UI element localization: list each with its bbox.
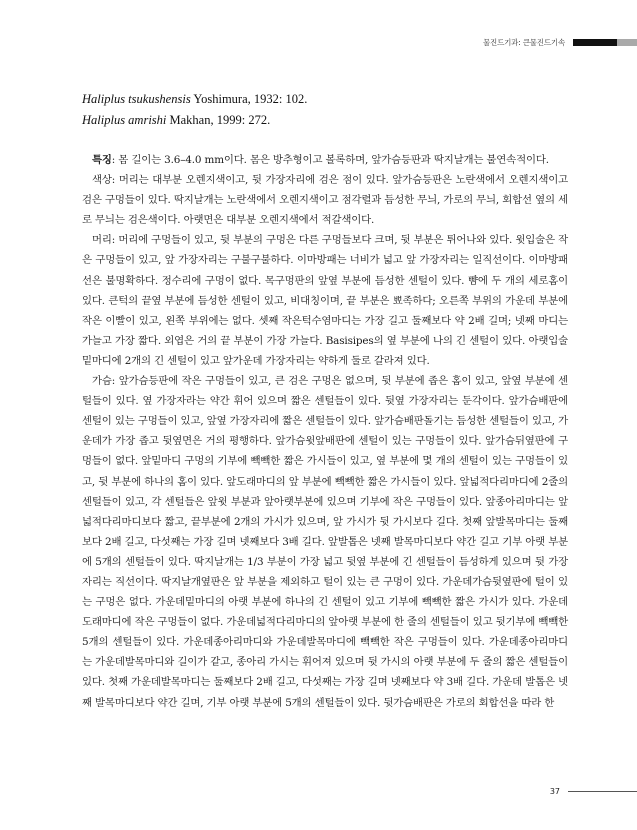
paragraph-text: : 몸 길이는 3.6–4.0 mm이다. 몸은 방추형이고 볼록하며, 앞가슴등판과 딱지날개는 불연속적이다. [111,154,549,166]
synonym-entry [82,89,307,110]
synonym-name: Haliplus tsukushensis [82,92,191,106]
paragraph-thorax [82,371,568,713]
running-header [483,37,637,48]
paragraph-color [82,170,568,230]
synonym-citation: Makhan, 1999: 272. [166,113,271,127]
paragraph-features [82,150,568,170]
synonym-name: Haliplus amrishi [82,113,167,127]
synonym-entry [82,110,307,131]
section-label-features: 특징 [92,154,112,166]
page-number: 37 [549,787,560,796]
header-bar-gray [617,39,637,46]
paragraph-head [82,230,568,371]
species-description [82,150,568,713]
paragraph-text: 색상: 머리는 대부분 오렌지색이고, 뒷 가장자리에 검은 점이 있다. 앞가슴등판은 노란색에서 오렌지색이고 검은 구멍들이 있다. 딱지날개는 노란색에서 오렌지색이고 점각렬과 듬성한 무늬, 가로의 무늬, 회합선 옆의 세로 무늬는 검은색이다. 아랫면은 대부분 오렌지색에서 적갈색이다. [82,174,568,227]
synonym-citation: Yoshimura, 1932: 102. [190,92,308,106]
synonym-list [82,89,307,131]
page-footer [550,787,637,796]
footer-rule [568,791,637,792]
header-bar-black [573,39,617,46]
paragraph-text: 가슴: 앞가슴등판에 작은 구멍들이 있고, 큰 검은 구멍은 없으며, 뒷 부분에 좁은 홈이 있고, 앞옆 부분에 센털들이 있다. 옆 가장자라는 약간 휘어 있으며 짧은 센털들이 있다. 뒷옆 가장자리는 둔각이다. 앞가슴배판에 센털이 있는 구멍들이 있고, 앞옆 가장자리에 짧은 센털들이 있다. 앞가슴배판돌기는 듬성한 센털들이 있고, 가운데가 가장 좁고 뒷옆면은 거의 평행하다. 앞가슴윗앞배판에 센털이 있는 구멍들이 있다. 앞가슴뒤옆판에 구멍들이 없다. 앞밑마디 구멍의 기부에 빽빽한 짧은 가시들이 있고, 옆 부분에 몇 개의 센털이 있는 구멍들이 있고, 뒷 부분에 하나의 홈이 있다. 앞도래마디의 앞 부분에 빽빽한 짧은 가시들이 있다. 앞넓적다리마디에 2줄의 센털들이 있고, 각 센털들은 앞윗 부분과 앞아랫부분에 있으며 기부에 작은 구멍들이 있다. 앞종아리마디는 앞넓적다리마디보다 짧고, 끝부분에 2개의 가시가 있으며, 앞 가시가 뒷 가시보다 길다. 첫째 앞발목마디는 둘째보다 2배 길고, 다섯째는 가장 길며 넷째보다 3배 길다. 앞발톱은 넷째 발목마디보다 약간 길고 기부 아랫 부분에 5개의 센털들이 있다. 딱지날개는 1/3 부분이 가장 넓고 뒷옆 부분에 긴 센털들이 듬성하게 있으며 뒷 가장자리는 직선이다. 딱지날개옆판은 앞 부분을 제외하고 털이 있는 큰 구멍이 있다. 가운데가슴뒷옆판에 털이 있는 구멍은 없다. 가운데밑마디의 아랫 부분에 하나의 긴 센털이 있고 기부에 빽빽한 짧은 가시가 있다. 가운데도래마디에 작은 구멍들이 없다. 가운데넓적다리마디의 앞아랫 부분에 한 줄의 센털들이 있고 뒷기부에 빽빽한 5개의 센털들이 있다. 가운데종아리마디와 가운데발목마디에 빽빽한 작은 구멍들이 있다. 가운데종아리마디는 가운데발목마디와 길이가 같고, 종아리 가시는 휘어져 있으며 뒷 가시의 아랫 부분에 두 줄의 짧은 센털들이 있다. 첫째 가운데발목마디는 둘째보다 2배 길고, 다섯째는 가장 길며 넷째보다 약 3배 길다. 가운데 발톱은 넷째 발목마디보다 약간 길며, 기부 아랫 부분에 5개의 센털들이 있다. 뒷가슴배판은 가로의 회합선을 따라 한 [82,375,568,709]
running-header-title: 물진드기과: 큰물진드기속 [482,38,565,47]
paragraph-text: 머리: 머리에 구멍들이 있고, 뒷 부분의 구멍은 다른 구멍들보다 크며, 뒷 부분은 튀어나와 있다. 윗입술은 작은 구멍들이 있고, 앞 가장자리는 구불구불하다. 이마방패는 너비가 넓고 앞 가장자리는 일직선이다. 이마방패선은 불명확하다. 정수리에 구멍이 없다. 목구멍판의 앞옆 부분에 듬성한 센털이 있다. 뺨에 두 개의 세로홈이 있다. 큰턱의 끝옆 부분에 듬성한 센털이 있고, 비대칭이며, 끝 부분은 뾰족하다; 오른쪽 부위의 가운데 부분에 작은 이빨이 있고, 왼쪽 부위에는 없다. 셋째 작은턱수염마디는 가장 길고 둘째보다 약 2배 길며; 넷째 마디는 가늘고 가장 짧다. 외엽은 거의 끝 부분이 가장 가늘다. Basisipes의 옆 부분에 나의 긴 센털이 있다. 아랫입술밑마디에 2개의 긴 센털이 있고 앞가운데 가장자리는 약하게 둘로 갈라져 있다. [82,234,568,367]
